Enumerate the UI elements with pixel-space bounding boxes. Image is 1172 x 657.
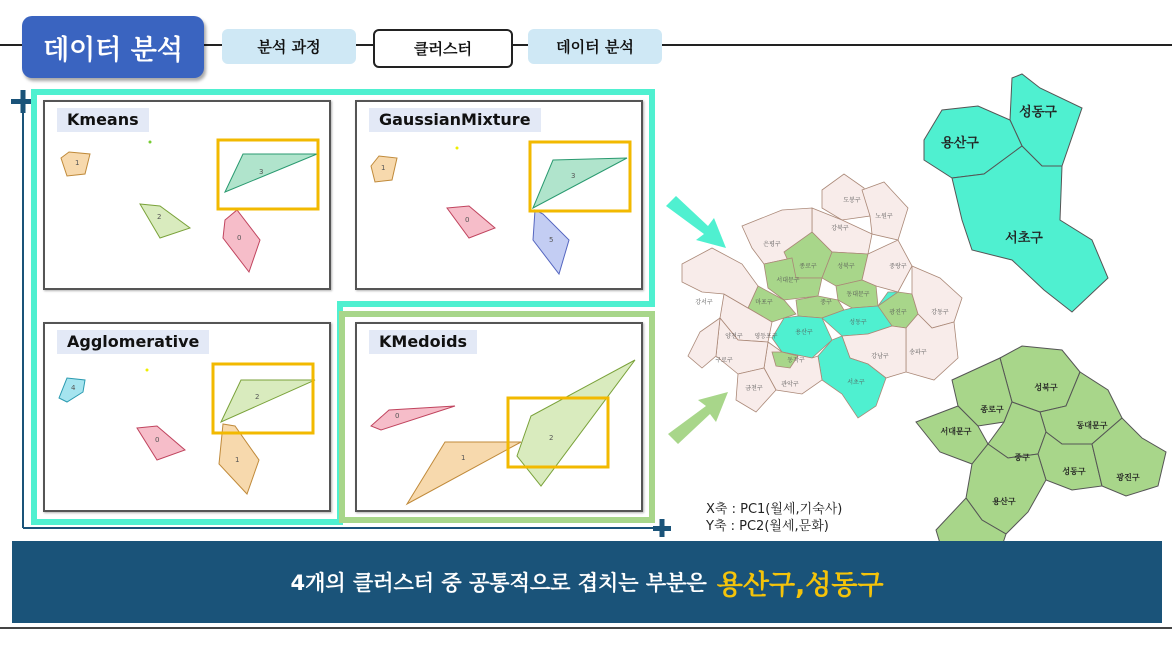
district-label: 성북구 [837, 263, 855, 270]
footer-rule [0, 627, 1172, 629]
district-label: 종로구 [799, 263, 817, 270]
district-label: 마포구 [755, 299, 773, 306]
district-label: 은평구 [763, 241, 781, 248]
cluster-label: 1 [381, 164, 386, 172]
district-label: 동대문구 [846, 291, 870, 298]
cluster-label: 1 [75, 159, 80, 167]
zoom-label-yongsan: 용산구 [941, 136, 979, 151]
district-label: 성동구 [849, 319, 867, 326]
cluster-label: 1 [461, 454, 466, 462]
cluster-label: 3 [571, 172, 576, 180]
district-label: 강서구 [695, 299, 713, 306]
district-label: 구로구 [715, 357, 733, 364]
panel-kmeans [43, 100, 331, 290]
cluster-label: 2 [549, 434, 554, 442]
district-label: 중랑구 [889, 263, 907, 270]
district-label: 노원구 [875, 213, 893, 220]
panel-label-kmedoids: KMedoids [369, 330, 477, 354]
conclusion-highlight: 용산구,성동구 [716, 569, 884, 601]
zoom-label-dongdaemun: 동대문구 [1076, 421, 1108, 430]
x-axis-note: X축 : PC1(월세,기숙사) [706, 502, 843, 517]
cluster-label: 1 [235, 456, 240, 464]
cluster-label: 0 [237, 234, 242, 242]
cluster-label: 0 [465, 216, 470, 224]
district-label: 강북구 [831, 225, 849, 232]
district-label: 동작구 [787, 357, 805, 364]
conclusion-text: 4개의 클러스터 중 공통적으로 겹치는 부분은 [290, 571, 707, 595]
panel-kmedoids [355, 322, 643, 512]
district-label: 강남구 [871, 353, 889, 360]
page-title: 데이터 분석 [22, 16, 204, 78]
district-label: 서초구 [847, 379, 865, 386]
y-axis-note: Y축 : PC2(월세,문화) [706, 519, 829, 534]
step-analysis-process[interactable]: 분석 과정 [222, 29, 356, 64]
zoom-label-seongdong-b: 성동구 [1062, 467, 1086, 476]
district-label: 도봉구 [843, 197, 861, 204]
zoom-label-seongdong: 성동구 [1019, 105, 1057, 120]
zoom-label-junggu: 중구 [1014, 453, 1030, 462]
cluster-label: 0 [395, 412, 400, 420]
zoom-label-gwangjin: 광진구 [1116, 473, 1140, 482]
zoom-label-seocho: 서초구 [1005, 231, 1043, 246]
district-label: 중구 [820, 299, 832, 306]
district-label: 양천구 [725, 333, 743, 340]
cluster-label: 0 [155, 436, 160, 444]
district-label: 강동구 [931, 309, 949, 316]
zoom-label-seongbuk: 성북구 [1034, 383, 1058, 392]
cluster-label: 3 [259, 168, 264, 176]
cluster-label: 2 [255, 393, 260, 401]
district-label: 광진구 [889, 309, 907, 316]
cluster-label: 2 [157, 213, 162, 221]
district-label: 관악구 [781, 381, 799, 388]
district-label: 송파구 [909, 349, 927, 356]
district-label: 서대문구 [776, 277, 800, 284]
panel-label-agglomerative: Agglomerative [57, 330, 209, 354]
zoom-label-jongno: 종로구 [980, 405, 1004, 414]
zoom-label-yongsan-b: 용산구 [992, 497, 1016, 506]
panel-label-gaussianmixture: GaussianMixture [369, 108, 541, 132]
zoom-map-cyan [912, 70, 1112, 314]
zoom-label-seodaemun: 서대문구 [940, 427, 972, 436]
panel-label-kmeans: Kmeans [57, 108, 149, 132]
district-label: 용산구 [795, 329, 813, 336]
cluster-label: 4 [71, 384, 76, 392]
panel-agglomerative [43, 322, 331, 512]
district-label: 영등포구 [754, 333, 778, 340]
cluster-label: 5 [549, 236, 554, 244]
conclusion-banner [12, 541, 1162, 623]
step-cluster[interactable]: 클러스터 [373, 29, 513, 68]
panel-gaussianmixture [355, 100, 643, 290]
district-label: 금천구 [745, 385, 763, 392]
step-data-analysis[interactable]: 데이터 분석 [528, 29, 662, 64]
